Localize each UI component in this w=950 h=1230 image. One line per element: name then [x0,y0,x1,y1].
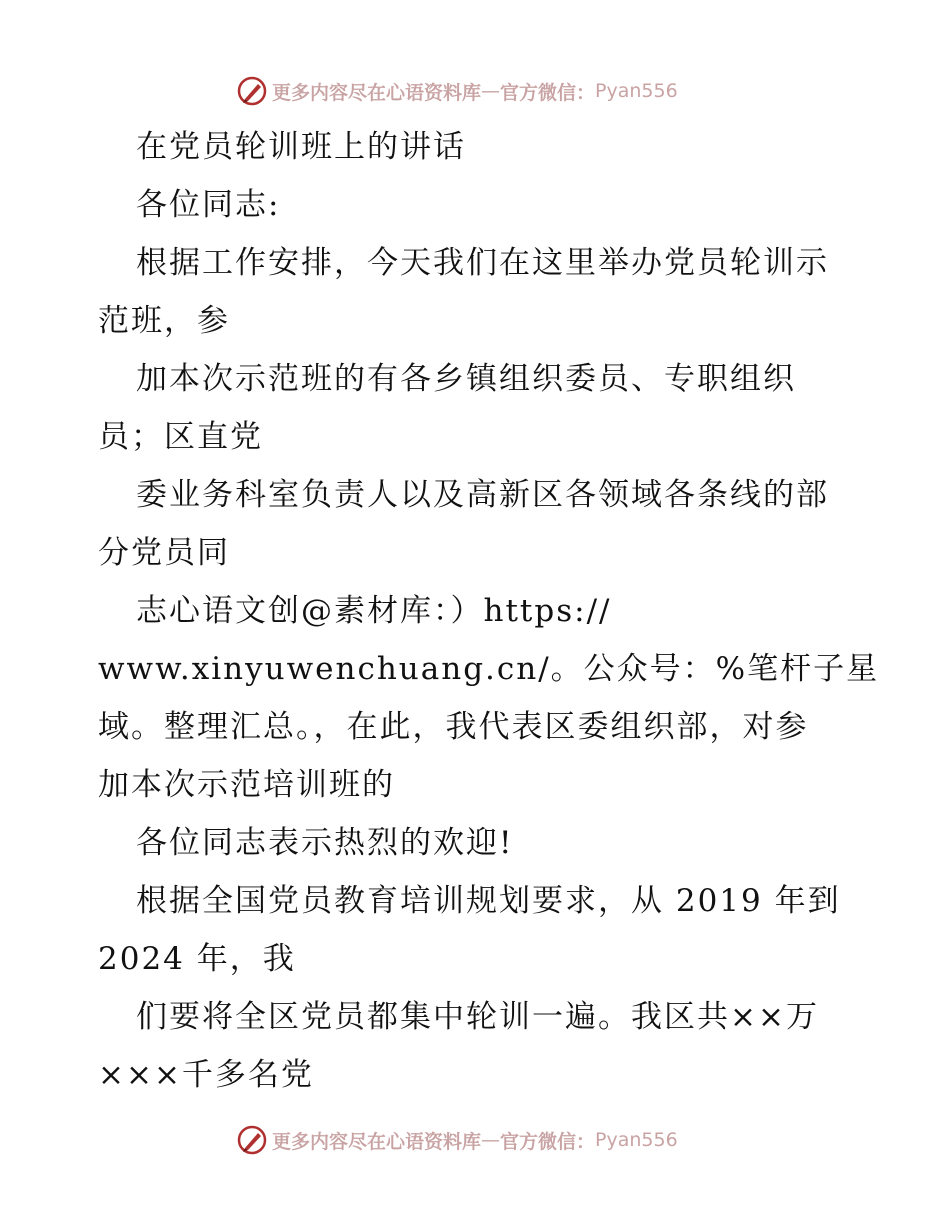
paragraph-line: 志心语文创@素材库：）https:// [136,593,612,629]
paragraph-line: 各位同志表示热烈的欢迎! [136,825,514,861]
banner-separator: — [481,1129,501,1151]
document-body [98,118,880,1104]
banner-separator: — [481,80,501,102]
header-watermark-banner [236,74,678,108]
banner-wechat-id: Pyan556 [595,1129,678,1151]
paragraph-line: 根据工作安排，今天我们在这里举办党员轮训示 [136,245,829,281]
banner-promo-text: 更多内容尽在心语资料库 [272,1130,482,1153]
footer-watermark-banner [236,1123,678,1157]
paragraph-line: 委业务科室负责人以及高新区各领域各条线的部 [136,477,829,513]
paragraph-line: www.xinyuwenchuang.cn/。公众号：%笔杆子星 [98,651,880,687]
pen-logo-icon [236,1124,268,1156]
paragraph-line: 2024 年，我 [98,941,296,977]
banner-wechat-id: Pyan556 [595,80,678,102]
banner-promo-text: 更多内容尽在心语资料库 [272,81,482,104]
paragraph-line: 们要将全区党员都集中轮训一遍。我区共××万 [136,999,819,1035]
paragraph-line: 范班，参 [98,303,230,339]
paragraph-line: 域。整理汇总。，在此，我代表区委组织部，对参 [98,709,809,745]
paragraph-line: 分党员同 [98,535,230,571]
salutation: 各位同志: [136,187,281,223]
banner-wechat-label: 官方微信： [500,1130,596,1153]
paragraph-line: ×××千多名党 [98,1057,314,1093]
pen-logo-icon [236,75,268,107]
document-title: 在党员轮训班上的讲话 [136,129,466,165]
paragraph-line: 加本次示范班的有各乡镇组织委员、专职组织 [136,361,796,397]
paragraph-line: 员；区直党 [98,419,263,455]
paragraph-line: 根据全国党员教育培训规划要求，从 2019 年到 [136,883,841,919]
banner-wechat-label: 官方微信： [500,81,596,104]
paragraph-line: 加本次示范培训班的 [98,767,395,803]
